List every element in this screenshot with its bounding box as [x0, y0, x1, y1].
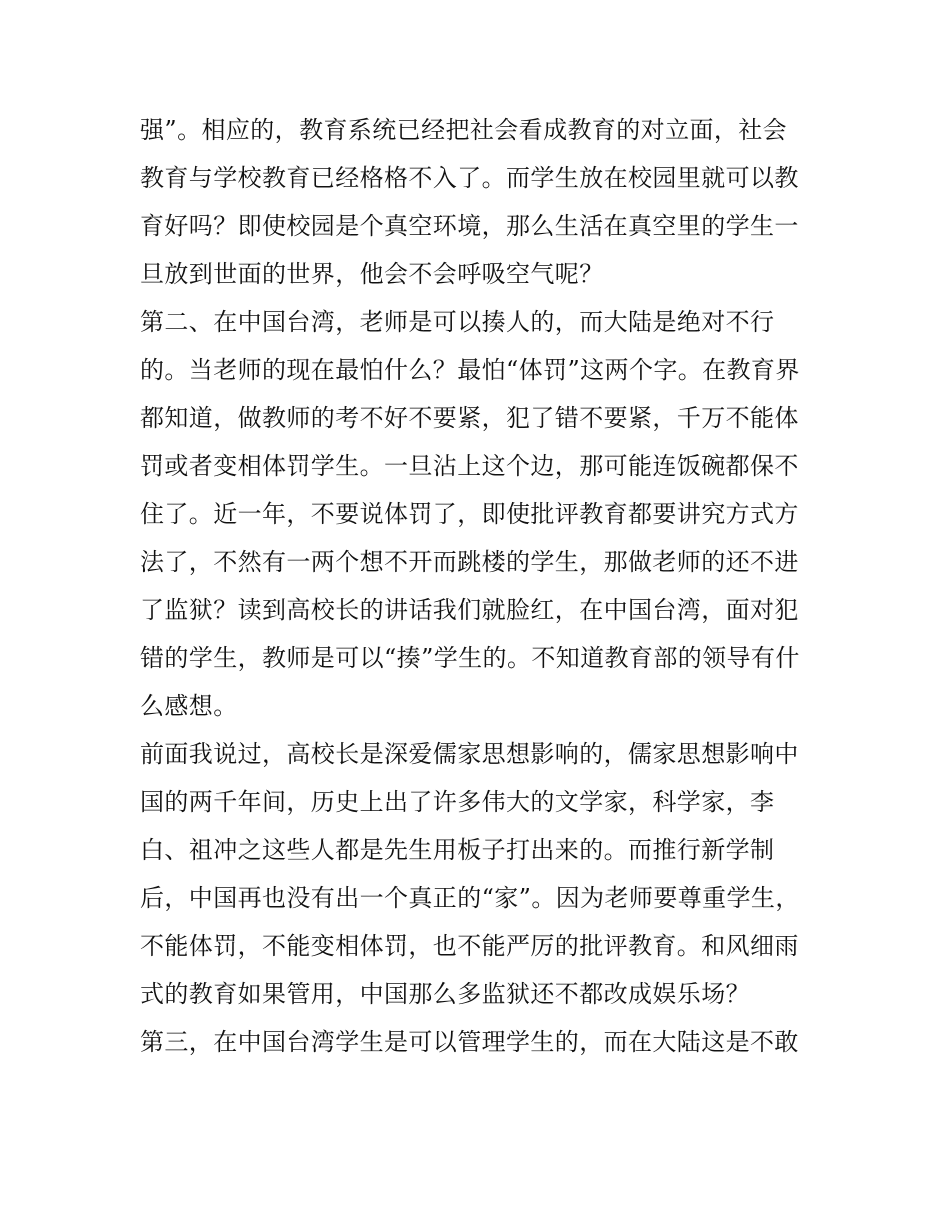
text-line: 国的两千年间，历史上出了许多伟大的文学家，科学家，李	[140, 788, 775, 816]
text-line: 么感想。	[140, 692, 238, 720]
text-line: 都知道，做教师的考不好不要紧，犯了错不要紧，千万不能体	[140, 404, 799, 432]
text-line: 式的教育如果管用，中国那么多监狱还不都改成娱乐场？	[140, 980, 750, 1008]
text-line: 教育与学校教育已经格格不入了。而学生放在校园里就可以教	[140, 164, 799, 192]
text-line: 法了，不然有一两个想不开而跳楼的学生，那做老师的还不进	[140, 548, 799, 576]
text-line: 不能体罚，不能变相体罚，也不能严厉的批评教育。和风细雨	[140, 932, 799, 960]
text-line: 第三，在中国台湾学生是可以管理学生的，而在大陆这是不敢	[140, 1028, 799, 1056]
text-line: 旦放到世面的世界，他会不会呼吸空气呢？	[140, 260, 604, 288]
text-line: 后，中国再也没有出一个真正的“家”。因为老师要尊重学生，	[140, 884, 800, 912]
text-line: 第二、在中国台湾，老师是可以揍人的，而大陆是绝对不行	[140, 308, 775, 336]
text-line: 的。当老师的现在最怕什么？最怕“体罚”这两个字。在教育界	[140, 356, 800, 384]
text-line: 强”。相应的，教育系统已经把社会看成教育的对立面，社会	[140, 116, 788, 144]
text-line: 前面我说过，高校长是深爱儒家思想影响的，儒家思想影响中	[140, 740, 799, 768]
text-line: 错的学生，教师是可以“揍”学生的。不知道教育部的领导有什	[140, 644, 800, 672]
text-line: 罚或者变相体罚学生。一旦沾上这个边，那可能连饭碗都保不	[140, 452, 799, 480]
text-line: 住了。近一年，不要说体罚了，即使批评教育都要讲究方式方	[140, 500, 799, 528]
document-body	[140, 106, 820, 1066]
text-line: 育好吗？即使校园是个真空环境，那么生活在真空里的学生一	[140, 212, 799, 240]
text-line: 了监狱？读到高校长的讲话我们就脸红，在中国台湾，面对犯	[140, 596, 799, 624]
text-line: 白、祖冲之这些人都是先生用板子打出来的。而推行新学制	[140, 836, 775, 864]
